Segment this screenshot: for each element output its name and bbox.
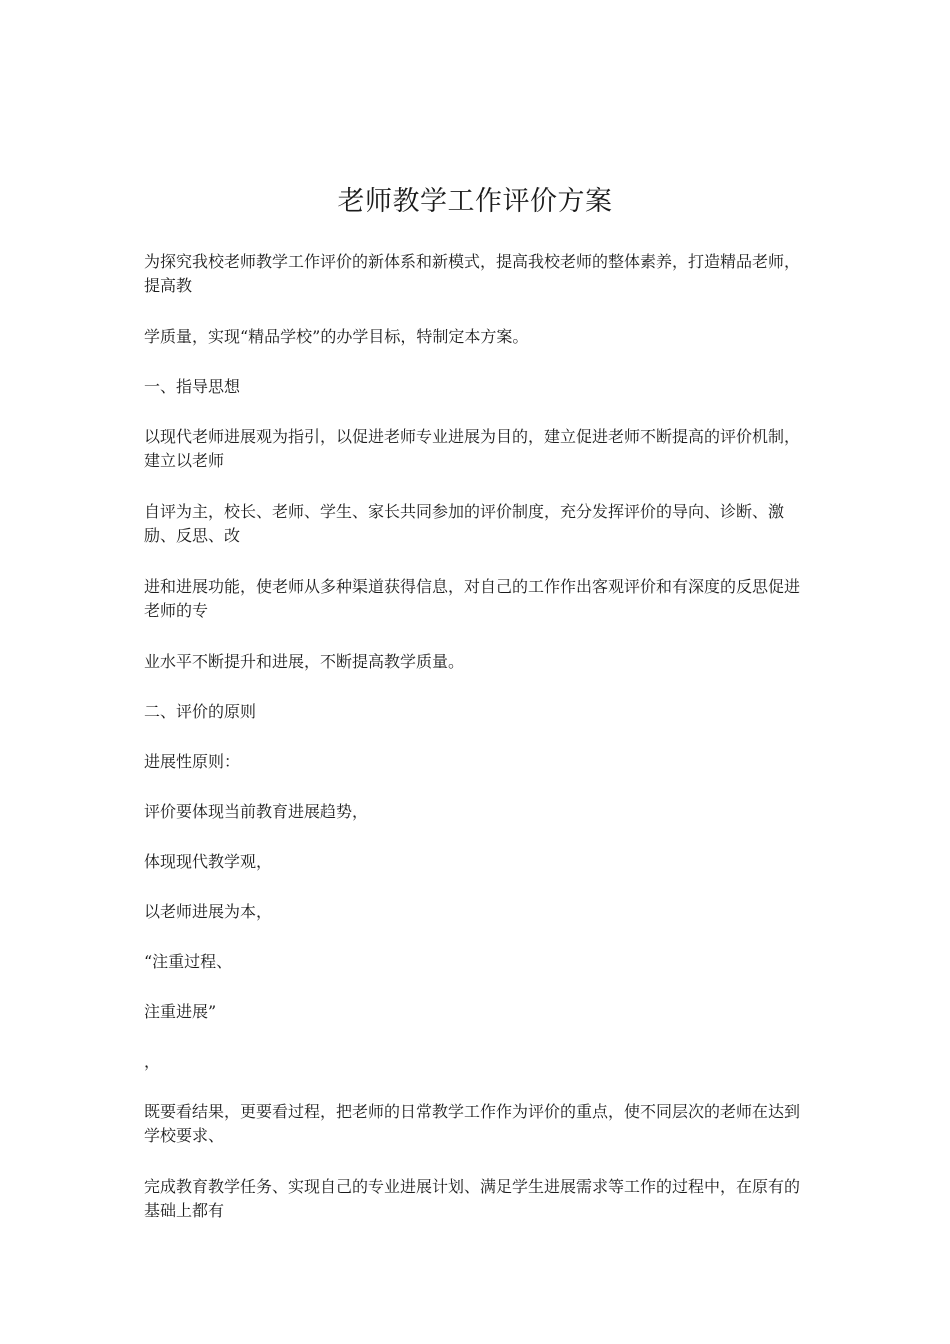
paragraph: 评价要体现当前教育进展趋势， [144,802,369,821]
paragraph: 既要看结果，更要看过程，把老师的日常教学工作作为评价的重点，使不同层次的老师在达到学校要求、 [144,1102,801,1145]
paragraph: “注重过程、 [144,952,233,971]
paragraph: 学质量，实现“精品学校”的办学目标，特制定本方案。 [144,327,529,346]
paragraph: 进和进展功能，使老师从多种渠道获得信息，对自己的工作作出客观评价和有深度的反思促进老师的专 [144,577,801,620]
paragraph: 为探究我校老师教学工作评价的新体系和新模式，提高我校老师的整体素养，打造精品老师，提高教 [144,252,801,295]
paragraph: 体现现代教学观， [144,852,273,871]
paragraph: 以现代老师进展观为指引，以促进老师专业进展为目的，建立促进老师不断提高的评价机制，建立以老师 [144,427,801,470]
section-heading: 二、评价的原则 [144,702,257,721]
paragraph: 注重进展” [144,1002,217,1021]
paragraph: 自评为主，校长、老师、学生、家长共同参加的评价制度，充分发挥评价的导向、诊断、激励、反思、改 [144,502,785,545]
paragraph: ， [144,1052,161,1071]
paragraph: 进展性原则： [144,752,241,771]
section-heading: 一、指导思想 [144,377,241,396]
paragraph: 完成教育教学任务、实现自己的专业进展计划、满足学生进展需求等工作的过程中，在原有的基础上都有 [144,1177,801,1220]
paragraph: 以老师进展为本， [144,902,273,921]
document-title: 老师教学工作评价方案 [337,186,613,217]
paragraph: 业水平不断提升和进展，不断提高教学质量。 [144,652,465,671]
